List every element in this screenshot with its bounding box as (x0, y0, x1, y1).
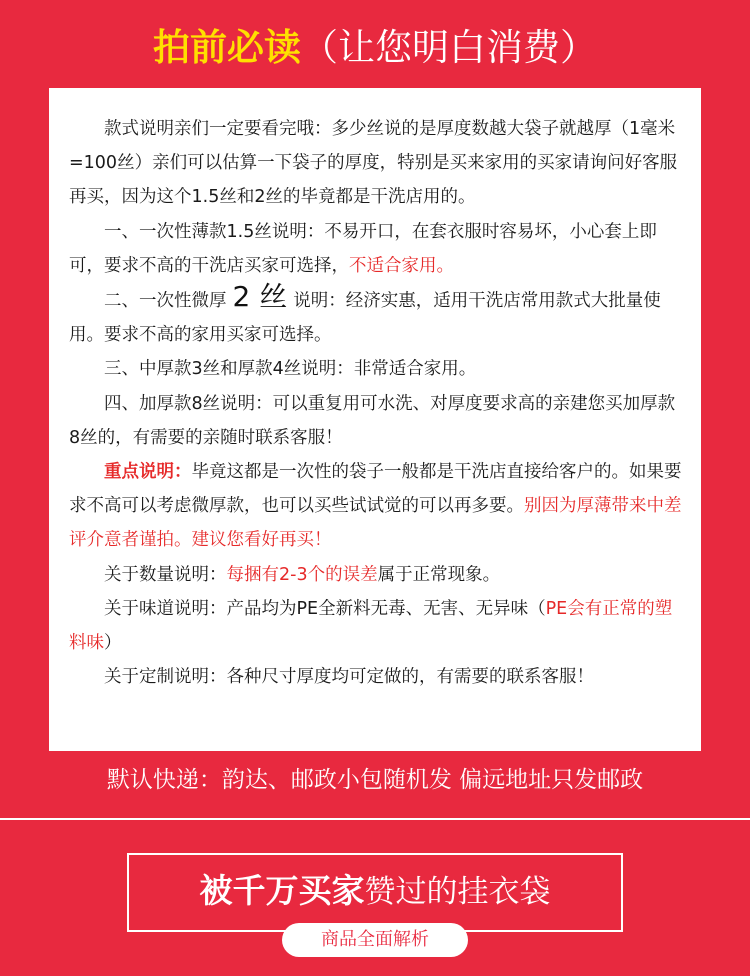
quantity-paragraph (69, 558, 683, 592)
title-emphasis: 拍前必读 (153, 26, 301, 69)
page-title (0, 24, 750, 72)
product-analysis-badge: 商品全面解析 (282, 923, 468, 957)
intro-paragraph: 款式说明亲们一定要看完哦：多少丝说的是厚度数越大袋子就越厚（1毫米=100丝）亲们可以估算一下袋子的厚度，特别是买来家用的买家请询问好客服再买，因为这个1.5丝和2丝的毕竟都是干洗店用的。 (69, 119, 678, 208)
item-thin-warning: 不适合家用。 (349, 255, 454, 276)
custom-paragraph: 关于定制说明：各种尺寸厚度均可定做的，有需要的联系客服！ (104, 667, 594, 688)
banner-title (129, 869, 621, 914)
key-paragraph (69, 455, 683, 558)
smell-tail: ） (104, 633, 122, 654)
notice-panel (49, 88, 701, 751)
item-micro-text: 说明：经济实惠，适用干洗店常用款式大批量使用。要求不高的家用买家可选择。 (69, 291, 661, 346)
key-label: 重点说明： (104, 462, 192, 483)
banner-title-strong: 被千万买家 (199, 871, 365, 910)
key-text: 毕竟这都是一次性的袋子一般都是干洗店直接给客户的。如果要求不高可以考虑微厚款，也可以买些试试觉的可以再多要。 (69, 462, 682, 517)
smell-label: 关于味道说明：产品均为PE全新料无毒、无害、无异味（ (104, 598, 546, 619)
banner-title-rest: 赞过的挂衣袋 (364, 874, 551, 910)
banner (127, 853, 623, 932)
smell-paragraph (69, 592, 683, 660)
item-medium-paragraph: 三、中厚款3丝和厚款4丝说明：非常适合家用。 (104, 359, 477, 380)
item-micro-paragraph (69, 280, 683, 352)
header (0, 0, 750, 88)
item-thin-paragraph (69, 215, 683, 283)
quantity-label: 关于数量说明： (104, 564, 227, 585)
item-thin-text: 一、一次性薄款1.5丝说明：不易开口，在套衣服时容易坏，小心套上即可，要求不高的干洗店买家可选择， (69, 221, 657, 276)
quantity-tolerance: 每捆有2-3个的误差 (226, 564, 378, 585)
express-info: 默认快递：韵达、邮政小包随机发 偏远地址只发邮政 (106, 767, 644, 793)
divider (0, 818, 750, 820)
smell-warning: PE会有正常的塑料味 (69, 598, 673, 654)
key-warning: 别因为厚薄带来中差评介意者谨拍。建议您看好再买！ (69, 496, 682, 551)
quantity-tail: 属于正常现象。 (377, 564, 501, 585)
item-micro-thickness: 2 丝 (232, 280, 288, 314)
title-subtitle: （让您明白消费） (301, 26, 597, 69)
notice-body (69, 112, 683, 694)
item-thick-paragraph: 四、加厚款8丝说明：可以重复用可水洗、对厚度要求高的亲建您买加厚款8丝的，有需要的亲随时联系客服！ (69, 393, 676, 448)
item-micro-prefix: 二、一次性微厚 (104, 291, 227, 312)
